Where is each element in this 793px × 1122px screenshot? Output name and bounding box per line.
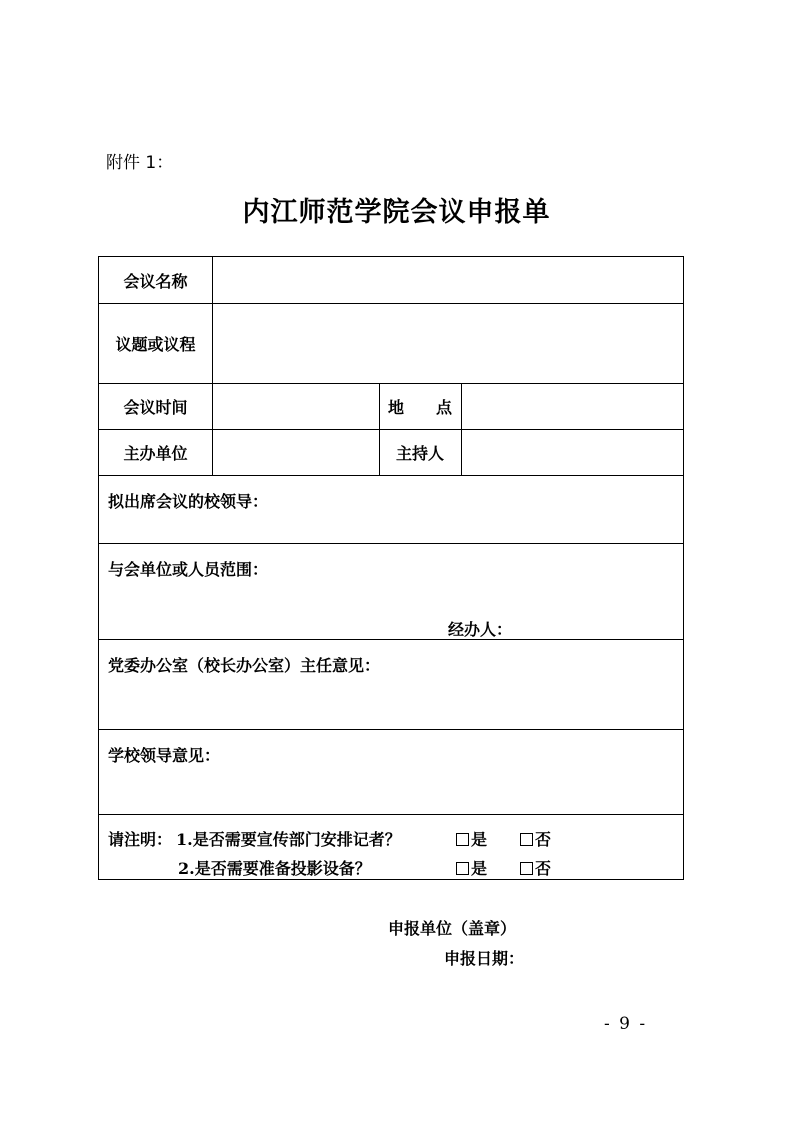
row-divider — [99, 729, 683, 730]
school-leaders-label: 拟出席会议的校领导： — [108, 492, 269, 511]
attendees-scope-label: 与会单位或人员范围： — [108, 560, 269, 579]
checkbox-icon[interactable] — [520, 862, 533, 875]
checkbox-icon[interactable] — [456, 862, 469, 875]
checkbox-icon[interactable] — [520, 833, 533, 846]
note-label: 请注明： — [108, 830, 173, 849]
location-field[interactable] — [462, 384, 683, 429]
agenda-field[interactable] — [213, 304, 683, 383]
row-divider — [99, 639, 683, 640]
meeting-time-field[interactable] — [213, 384, 379, 429]
reporter-yes-option[interactable]: 是 — [456, 827, 487, 850]
projector-yes-option[interactable]: 是 — [456, 856, 487, 879]
reporter-no-option[interactable]: 否 — [520, 827, 551, 850]
agenda-label: 议题或议程 — [115, 334, 196, 354]
host-unit-field[interactable] — [213, 430, 379, 475]
applicant-unit-seal: 申报单位（盖章） — [388, 919, 517, 938]
page-title: 内江师范学院会议申报单 — [242, 197, 551, 228]
application-date: 申报日期： — [444, 949, 525, 968]
host-unit-label: 主办单位 — [123, 443, 188, 463]
location-label: 地 点 — [387, 397, 452, 417]
row-divider — [99, 543, 683, 544]
meeting-time-label: 会议时间 — [123, 397, 188, 417]
checkbox-icon[interactable] — [456, 833, 469, 846]
page-number: - 9 - — [604, 1014, 648, 1034]
projector-no-option[interactable]: 否 — [520, 856, 551, 879]
reporter-question: 1.是否需要宣传部门安排记者？ — [176, 830, 401, 849]
row-divider — [99, 814, 683, 815]
chair-label: 主持人 — [395, 443, 444, 463]
chair-field[interactable] — [462, 430, 683, 475]
meeting-name-field[interactable] — [213, 257, 683, 303]
meeting-application-form — [98, 256, 684, 880]
school-leader-opinion-label: 学校领导意见： — [108, 746, 221, 765]
row-divider — [99, 475, 683, 476]
attachment-label: 附件 1： — [106, 153, 174, 173]
handler-label: 经办人： — [448, 620, 513, 639]
projector-question: 2.是否需要准备投影设备？ — [178, 859, 371, 878]
meeting-name-label: 会议名称 — [123, 271, 188, 291]
office-director-opinion-label: 党委办公室（校长办公室）主任意见： — [108, 656, 381, 675]
